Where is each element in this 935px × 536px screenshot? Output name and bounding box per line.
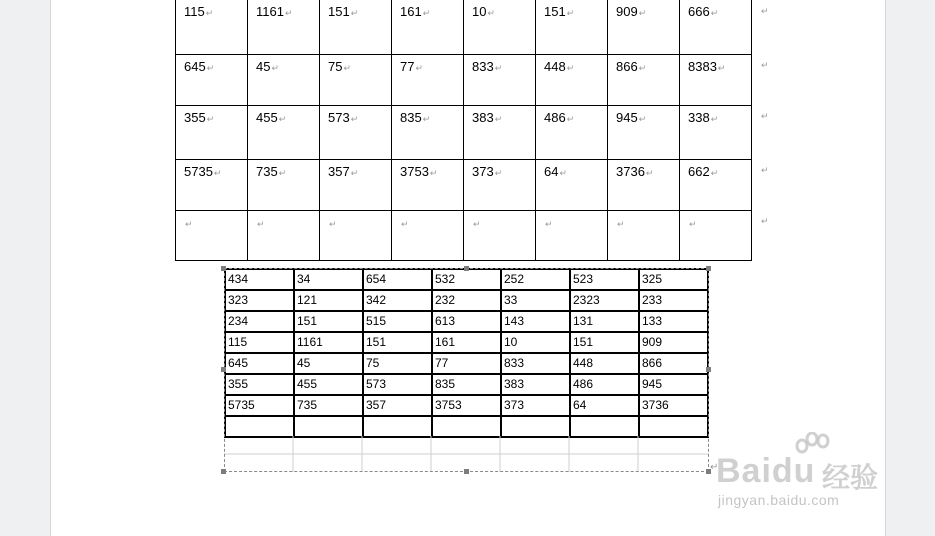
spreadsheet-cell[interactable]: 735: [294, 395, 363, 416]
paragraph-mark-icon: ↵: [566, 8, 575, 18]
table-cell[interactable]: [608, 159, 680, 210]
table-cell[interactable]: [176, 210, 248, 260]
paragraph-mark-icon: ↵: [473, 218, 481, 229]
table-cell[interactable]: [248, 210, 320, 260]
table-cell[interactable]: [680, 105, 752, 159]
paragraph-mark-icon: ↵: [415, 62, 424, 73]
cell-value: 115: [184, 4, 205, 19]
table-cell[interactable]: [320, 54, 392, 105]
paragraph-mark-icon: ↵: [350, 167, 359, 178]
cell-value: 161: [400, 4, 422, 19]
table-cell[interactable]: [248, 105, 320, 159]
spreadsheet-cell[interactable]: 77: [432, 353, 501, 374]
spreadsheet-cell[interactable]: 10: [501, 332, 570, 353]
paragraph-mark-icon: ↵: [213, 167, 222, 178]
cell-value: 383: [472, 109, 494, 125]
spreadsheet-cell[interactable]: 151: [570, 332, 639, 353]
table-cell[interactable]: [392, 159, 464, 210]
spreadsheet-cell[interactable]: 2323: [570, 290, 639, 311]
table-cell[interactable]: [680, 210, 752, 260]
paragraph-mark-icon: ↵: [206, 62, 215, 73]
table-cell[interactable]: [176, 105, 248, 159]
resize-handle-bottom[interactable]: [464, 469, 469, 474]
spreadsheet-cell[interactable]: 532: [432, 269, 501, 290]
spreadsheet-cell[interactable]: 33: [501, 290, 570, 311]
paragraph-mark-icon: ↵: [566, 113, 575, 124]
embedded-spreadsheet-object[interactable]: [224, 268, 709, 472]
table-cell[interactable]: [320, 0, 392, 54]
cell-value: 64: [544, 163, 559, 179]
table-cell[interactable]: [536, 0, 608, 54]
table-cell[interactable]: [536, 54, 608, 105]
cell-value: 373: [472, 163, 494, 179]
cell-value: 448: [544, 58, 566, 74]
paragraph-mark-icon: ↵: [278, 167, 287, 178]
row-end-mark-icon: ↵: [761, 216, 769, 226]
cell-value: 3753: [400, 163, 429, 179]
paragraph-mark-icon: ↵: [185, 218, 193, 229]
row-end-mark-icon: ↵: [761, 111, 769, 121]
table-row: [176, 159, 752, 210]
paragraph-mark-icon: ↵: [284, 8, 293, 18]
table-cell[interactable]: [680, 159, 752, 210]
baidu-jingyan-watermark: [716, 432, 891, 522]
table-cell[interactable]: [248, 159, 320, 210]
paragraph-mark-icon: ↵: [710, 113, 719, 124]
paragraph-mark-icon: ↵: [487, 8, 496, 18]
table-cell[interactable]: [392, 105, 464, 159]
paragraph-mark-icon: ↵: [350, 113, 359, 124]
paragraph-mark-icon: ↵: [494, 113, 503, 124]
paragraph-mark-icon: ↵: [429, 167, 438, 178]
table-cell[interactable]: [608, 54, 680, 105]
paragraph-mark-icon: ↵: [645, 167, 654, 178]
spreadsheet-cell[interactable]: 833: [501, 353, 570, 374]
table-cell[interactable]: [608, 105, 680, 159]
spreadsheet-cell[interactable]: 645: [225, 353, 294, 374]
spreadsheet-cell[interactable]: 234: [225, 311, 294, 332]
table-cell[interactable]: [320, 105, 392, 159]
word-table[interactable]: [175, 0, 752, 261]
paragraph-mark-icon: ↵: [710, 167, 719, 178]
table-cell[interactable]: [680, 54, 752, 105]
table-cell[interactable]: [176, 0, 248, 54]
cell-value: 338: [688, 109, 710, 125]
paragraph-mark-icon: ↵: [689, 218, 697, 229]
paragraph-mark-icon: ↵: [343, 62, 352, 73]
paragraph-mark-icon: ↵: [257, 218, 265, 229]
cell-value: 151: [544, 4, 566, 19]
cell-value: 10: [472, 4, 487, 19]
paragraph-mark-icon: ↵: [206, 113, 215, 124]
resize-handle-bottom-left[interactable]: [221, 469, 226, 474]
resize-handle-left[interactable]: [221, 367, 226, 372]
cell-value: 835: [400, 109, 422, 125]
object-selection-border: [224, 268, 709, 472]
resize-handle-top-left[interactable]: [221, 266, 226, 271]
paragraph-mark-icon: ↵: [617, 218, 625, 229]
table-cell[interactable]: [392, 0, 464, 54]
spreadsheet-cell[interactable]: 3753: [432, 395, 501, 416]
paragraph-mark-icon: ↵: [271, 62, 280, 73]
table-cell[interactable]: [320, 210, 392, 260]
spreadsheet-cell[interactable]: 342: [363, 290, 432, 311]
watermark-logo: Baidu: [716, 452, 816, 490]
spreadsheet-cell[interactable]: 133: [639, 311, 708, 332]
spreadsheet-cell[interactable]: 448: [570, 353, 639, 374]
spreadsheet-cell[interactable]: 75: [363, 353, 432, 374]
cell-value: 3736: [616, 163, 645, 179]
resize-handle-top[interactable]: [464, 266, 469, 271]
spreadsheet-cell[interactable]: 383: [501, 374, 570, 395]
spreadsheet-cell[interactable]: 115: [225, 332, 294, 353]
spreadsheet-cell[interactable]: 233: [639, 290, 708, 311]
spreadsheet-cell[interactable]: 434: [225, 269, 294, 290]
spreadsheet-cell[interactable]: 323: [225, 290, 294, 311]
spreadsheet-cell[interactable]: 455: [294, 374, 363, 395]
spreadsheet-cell[interactable]: 613: [432, 311, 501, 332]
resize-handle-top-right[interactable]: [706, 266, 711, 271]
paragraph-mark-icon: ↵: [205, 8, 214, 18]
table-cell[interactable]: [392, 54, 464, 105]
paragraph-mark-icon: ↵: [638, 62, 647, 73]
table-cell[interactable]: [464, 159, 536, 210]
spreadsheet-cell[interactable]: 64: [570, 395, 639, 416]
spreadsheet-cell[interactable]: 515: [363, 311, 432, 332]
paragraph-mark-icon: ↵: [422, 113, 431, 124]
paragraph-mark-icon: ↵: [566, 62, 575, 73]
spreadsheet-cell[interactable]: 909: [639, 332, 708, 353]
paragraph-mark-icon: ↵: [710, 8, 719, 18]
paragraph-mark-icon: ↵: [401, 218, 409, 229]
table-row: [176, 54, 752, 105]
spreadsheet-cell[interactable]: 523: [570, 269, 639, 290]
resize-handle-right[interactable]: [706, 367, 711, 372]
spreadsheet-cell[interactable]: 357: [363, 395, 432, 416]
spreadsheet-cell[interactable]: 232: [432, 290, 501, 311]
table-cell[interactable]: [464, 54, 536, 105]
paragraph-mark-icon: ↵: [278, 113, 287, 124]
spreadsheet-cell[interactable]: 131: [570, 311, 639, 332]
paragraph-mark-icon: ↵: [494, 62, 503, 73]
paragraph-mark-icon: ↵: [638, 8, 647, 18]
cell-value: 1161: [256, 4, 284, 19]
spreadsheet-cell[interactable]: 143: [501, 311, 570, 332]
table-cell[interactable]: [680, 0, 752, 54]
table-cell[interactable]: [536, 210, 608, 260]
row-end-mark-icon: ↵: [761, 60, 769, 70]
spreadsheet-cell[interactable]: 866: [639, 353, 708, 374]
cell-value: 945: [616, 109, 638, 125]
spreadsheet-cell[interactable]: 45: [294, 353, 363, 374]
row-end-mark-icon: ↵: [761, 6, 769, 16]
cell-value: 866: [616, 58, 638, 74]
paragraph-mark-icon: ↵: [559, 167, 568, 178]
spreadsheet-cell[interactable]: 373: [501, 395, 570, 416]
cell-value: 151: [328, 4, 350, 19]
cell-value: 77: [400, 58, 415, 74]
spreadsheet-cell[interactable]: 654: [363, 269, 432, 290]
spreadsheet-cell[interactable]: 161: [432, 332, 501, 353]
spreadsheet-cell[interactable]: 151: [294, 311, 363, 332]
table-cell[interactable]: [176, 54, 248, 105]
cell-value: 75: [328, 58, 343, 74]
paragraph-mark-icon: ↵: [717, 62, 726, 73]
spreadsheet-cell[interactable]: 573: [363, 374, 432, 395]
cell-value: 909: [616, 4, 638, 19]
spreadsheet-cell[interactable]: 151: [363, 332, 432, 353]
paragraph-mark-icon: ↵: [422, 8, 431, 18]
table-cell[interactable]: [464, 105, 536, 159]
spreadsheet-cell[interactable]: 355: [225, 374, 294, 395]
spreadsheet-cell[interactable]: 1161: [294, 332, 363, 353]
spreadsheet-cell[interactable]: 325: [639, 269, 708, 290]
table-cell[interactable]: [608, 0, 680, 54]
cell-value: 573: [328, 109, 350, 125]
cell-value: 645: [184, 58, 206, 74]
cell-value: 735: [256, 163, 278, 179]
cell-value: 45: [256, 58, 271, 74]
paragraph-mark-icon: ↵: [710, 462, 719, 473]
table-cell[interactable]: [392, 210, 464, 260]
table-cell[interactable]: [248, 0, 320, 54]
paragraph-mark-icon: ↵: [638, 113, 647, 124]
spreadsheet-cell[interactable]: 252: [501, 269, 570, 290]
watermark-chinese: 经验: [822, 461, 879, 494]
paragraph-mark-icon: ↵: [494, 167, 503, 178]
table-cell[interactable]: [464, 210, 536, 260]
table-cell[interactable]: [536, 159, 608, 210]
cell-value: 662: [688, 163, 710, 179]
table-cell[interactable]: [320, 159, 392, 210]
watermark-url: jingyan.baidu.com: [718, 492, 840, 508]
cell-value: 8383: [688, 58, 717, 74]
cell-value: 486: [544, 109, 566, 125]
paragraph-mark-icon: ↵: [350, 8, 359, 18]
row-end-mark-icon: ↵: [761, 165, 769, 175]
spreadsheet-cell[interactable]: 34: [294, 269, 363, 290]
table-row: [176, 0, 752, 54]
table-row: [176, 210, 752, 260]
cell-value: 833: [472, 58, 494, 74]
cell-value: 355: [184, 109, 206, 125]
table-cell[interactable]: [248, 54, 320, 105]
table-row: [176, 105, 752, 159]
cell-value: 357: [328, 163, 350, 179]
table-cell[interactable]: [464, 0, 536, 54]
spreadsheet-cell[interactable]: 486: [570, 374, 639, 395]
spreadsheet-cell[interactable]: 3736: [639, 395, 708, 416]
spreadsheet-cell[interactable]: 121: [294, 290, 363, 311]
paragraph-mark-icon: ↵: [329, 218, 337, 229]
spreadsheet-cell[interactable]: 835: [432, 374, 501, 395]
table-cell[interactable]: [176, 159, 248, 210]
cell-value: 5735: [184, 163, 213, 179]
cell-value: 666: [688, 4, 710, 19]
table-cell[interactable]: [608, 210, 680, 260]
spreadsheet-cell[interactable]: 5735: [225, 395, 294, 416]
table-cell[interactable]: [536, 105, 608, 159]
spreadsheet-cell[interactable]: 945: [639, 374, 708, 395]
paragraph-mark-icon: ↵: [545, 218, 553, 229]
cell-value: 455: [256, 109, 278, 125]
